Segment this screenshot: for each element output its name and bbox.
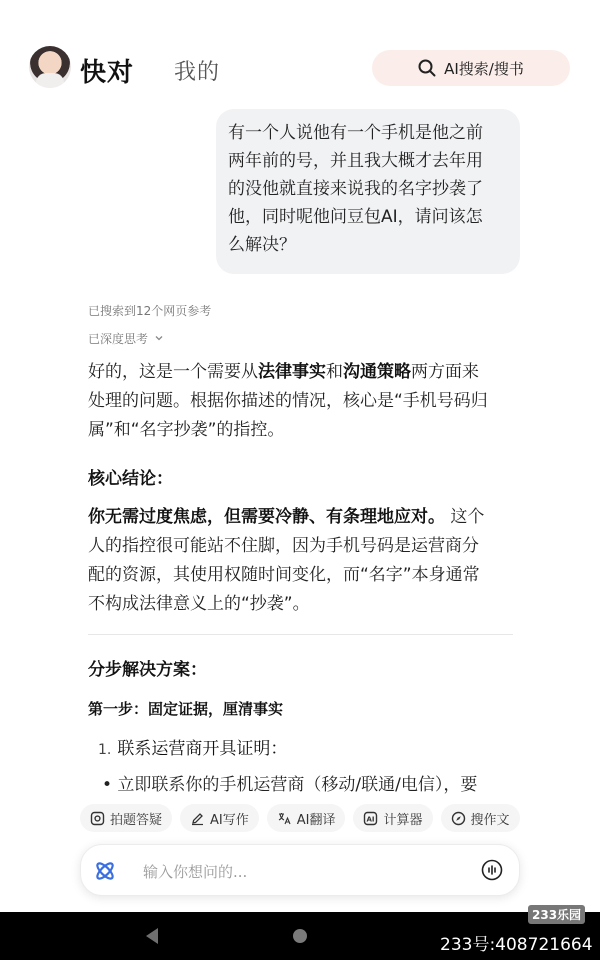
- compass-icon: [451, 811, 466, 826]
- answer-text: 属”和“名字抄袭”的指控。: [88, 420, 285, 440]
- user-message-line: 有一个人说他有一个手机是他之前: [228, 123, 483, 143]
- section-divider: [88, 634, 513, 635]
- step-one-heading: 第一步：固定证据，厘清事实: [88, 700, 284, 718]
- watermark-logo: 233乐园: [528, 905, 585, 924]
- user-message-line: 么解决？: [228, 235, 296, 255]
- bullet-item: • 立即联系你的手机运营商（移动/联通/电信），要: [102, 775, 478, 795]
- back-icon[interactable]: [146, 928, 158, 944]
- chip-search-essay[interactable]: [441, 804, 520, 832]
- list-item-number: 1.: [98, 742, 112, 758]
- search-references-info[interactable]: 已搜索到12个网页参考: [88, 304, 212, 318]
- chip-label: 计算器: [383, 812, 423, 828]
- home-icon[interactable]: [293, 929, 307, 943]
- user-message-line: 他，同时呢他问豆包AI，请问该怎: [228, 207, 483, 227]
- conclusion-heading: 核心结论：: [88, 469, 173, 489]
- answer-text: 处理的问题。根据你描述的情况，核心是“手机号码归: [88, 391, 488, 411]
- chip-ai-translate[interactable]: [267, 804, 346, 832]
- ai-search-label: AI搜索/搜书: [444, 59, 524, 78]
- answer-text: 人的指控很可能站不住脚，因为手机号码是运营商分: [88, 536, 479, 556]
- tool-chip-bar: [80, 804, 520, 834]
- chip-ai-writing[interactable]: [180, 804, 259, 832]
- user-message-line: 两年前的号，并且我大概才去年用: [228, 151, 483, 171]
- answer-text: 配的资源，其使用权随时间变化，而“名字”本身通常: [88, 565, 480, 585]
- search-icon: [418, 59, 436, 77]
- watermark-text: 233号:408721664: [440, 935, 593, 955]
- ai-search-button[interactable]: [372, 50, 570, 86]
- app-brand-title: 快对: [80, 58, 135, 88]
- solution-heading: 分步解决方案：: [88, 660, 207, 680]
- tab-mine[interactable]: 我的: [174, 60, 221, 85]
- translate-icon: [277, 811, 292, 826]
- ai-logo-icon: [93, 859, 117, 887]
- deep-thinking-label: 已深度思考: [88, 332, 149, 346]
- list-item-title: 联系运营商开具证明：: [117, 739, 288, 759]
- answer-text: 这个: [450, 507, 485, 527]
- camera-icon: [90, 811, 105, 826]
- avatar[interactable]: [29, 46, 71, 88]
- answer-text: 不构成法律意义上的“抄袭”。: [88, 594, 310, 614]
- answer-bold-text: 你无需过度焦虑，但需要冷静、有条理地应对。: [88, 507, 445, 527]
- user-message-bubble: [216, 109, 520, 274]
- answer-paragraph-intro: [88, 358, 518, 445]
- chip-label: AI翻译: [296, 812, 336, 828]
- answer-bold-text: 法律事实: [258, 362, 326, 382]
- svg-text:AI: AI: [366, 815, 375, 823]
- answer-bold-text: 沟通策略: [343, 362, 411, 382]
- chat-input-bar[interactable]: [80, 844, 520, 896]
- answer-text: 两方面来: [411, 362, 479, 382]
- pen-icon: [190, 811, 205, 826]
- chip-photo-question[interactable]: [80, 804, 172, 832]
- voice-input-icon[interactable]: [481, 859, 503, 885]
- chevron-down-icon: [154, 332, 164, 346]
- list-item: [98, 734, 287, 759]
- chip-label: 拍题答疑: [110, 812, 163, 828]
- answer-paragraph-conclusion: [88, 503, 518, 619]
- deep-thinking-toggle[interactable]: [88, 330, 164, 347]
- user-message-line: 的没他就直接来说我的名字抄袭了: [228, 179, 483, 199]
- app-header: [0, 0, 600, 110]
- calculator-icon: [363, 811, 378, 826]
- answer-text: 好的，这是一个需要从: [88, 362, 258, 382]
- chat-input-placeholder[interactable]: 输入你想问的...: [143, 863, 248, 881]
- chip-label: AI写作: [210, 812, 249, 828]
- answer-text: 和: [326, 362, 343, 382]
- chip-label: 搜作文: [470, 812, 510, 828]
- chip-calculator[interactable]: [353, 804, 432, 832]
